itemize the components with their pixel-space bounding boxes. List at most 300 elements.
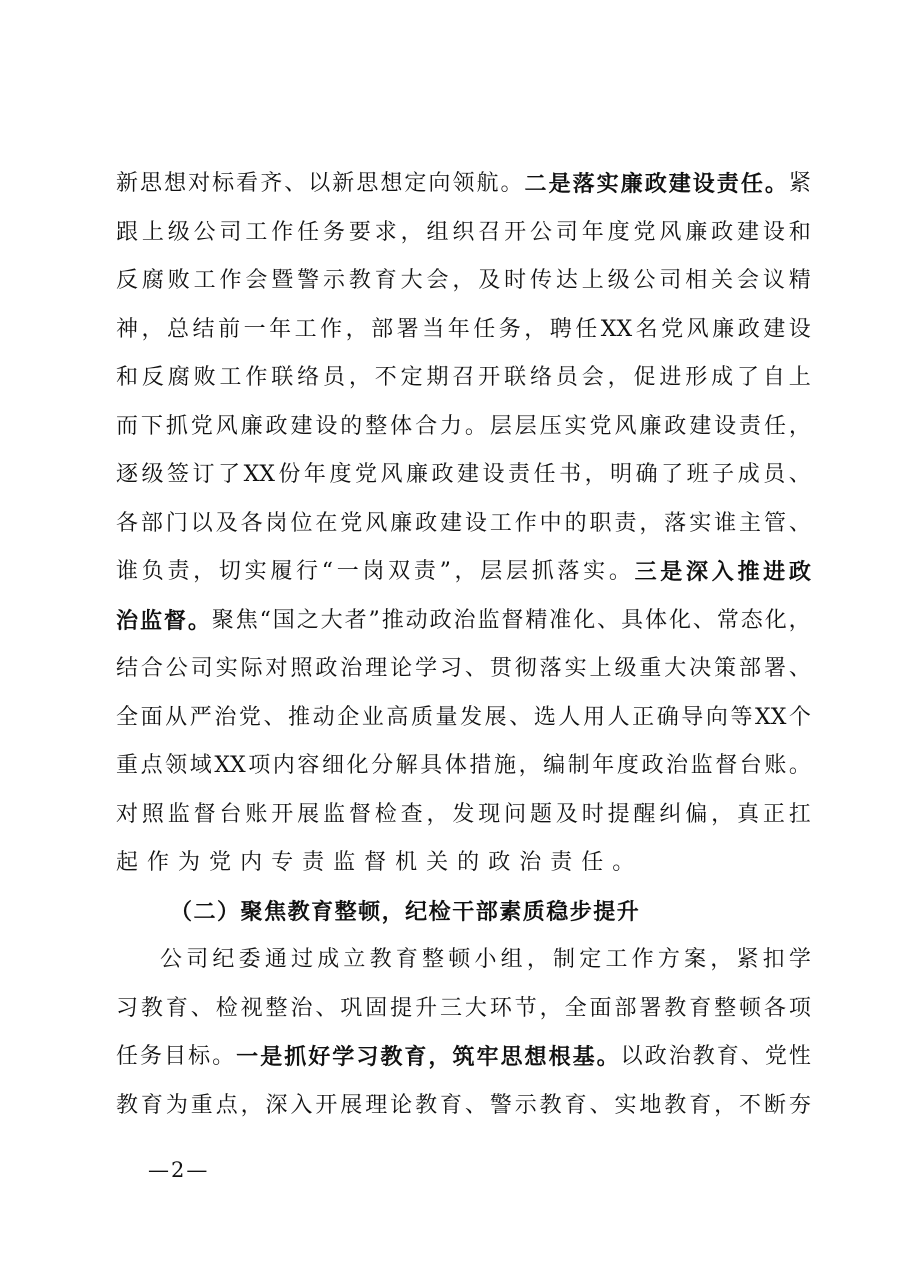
- body-text: 严: [189, 704, 212, 730]
- body-text: 织: [452, 219, 475, 245]
- body-text: 部: [739, 656, 762, 681]
- body-text: 及: [478, 268, 501, 293]
- body-text: 风: [365, 510, 388, 536]
- body-text: 设: [762, 219, 785, 245]
- paragraph-line: [116, 354, 811, 403]
- body-text: 和: [788, 219, 811, 245]
- body-text: 起: [116, 850, 148, 875]
- body-text: 作: [514, 510, 537, 536]
- body-text: 风: [686, 316, 709, 342]
- body-text: 司: [219, 219, 242, 245]
- body-text: 设: [464, 510, 487, 536]
- bold-text: 升: [616, 898, 641, 925]
- bold-text: ，: [381, 898, 406, 925]
- body-text: 问: [504, 801, 527, 827]
- bold-text: 设: [692, 171, 715, 197]
- body-text: 作: [271, 219, 294, 245]
- body-text: 败: [193, 365, 216, 390]
- body-text: 项: [248, 753, 271, 778]
- body-text: 化: [668, 607, 691, 633]
- body-text: 夯: [788, 1092, 811, 1118]
- body-text: 建: [763, 316, 786, 342]
- bold-text: 政: [644, 171, 667, 197]
- bold-text: （: [170, 898, 194, 925]
- body-text: 年: [581, 219, 604, 245]
- body-text: 作: [245, 365, 268, 390]
- body-text: 教: [692, 1044, 715, 1069]
- body-text: 子: [712, 462, 735, 487]
- body-text: 务: [498, 316, 521, 342]
- bold-text: 步: [569, 898, 594, 925]
- body-text: 彻: [514, 656, 537, 681]
- body-text: 谁: [116, 559, 139, 584]
- body-text: 案: [684, 947, 707, 972]
- body-text: 新: [332, 171, 355, 196]
- body-text: 习: [439, 656, 462, 681]
- body-text: 进: [659, 365, 682, 390]
- body-text: 开: [504, 219, 527, 245]
- body-text: 际: [240, 656, 263, 681]
- body-text: 治: [290, 995, 313, 1021]
- body-text: ”: [439, 559, 451, 584]
- bold-text: 育: [311, 898, 335, 925]
- body-text: 上: [788, 365, 811, 390]
- paragraph-line: [116, 160, 811, 209]
- body-text: 部: [371, 316, 394, 342]
- body-text: 节: [514, 995, 537, 1021]
- body-text: 的: [564, 510, 587, 536]
- body-text: 政: [415, 510, 438, 536]
- body-text: 员: [555, 365, 578, 390]
- body-text: 了: [737, 365, 760, 390]
- body-text: 员: [323, 365, 346, 390]
- body-text: 任: [763, 413, 786, 439]
- body-text: 展: [340, 1092, 363, 1118]
- body-text: 党: [209, 850, 241, 875]
- body-text: 求: [374, 219, 397, 245]
- body-text: 大: [320, 607, 343, 633]
- paragraph-line: [116, 791, 811, 840]
- body-text: 全: [564, 995, 587, 1021]
- body-text: 。: [608, 559, 631, 584]
- body-text: 提: [390, 995, 413, 1021]
- bold-text: 深: [686, 559, 709, 585]
- body-text: 、: [263, 704, 286, 730]
- body-text: 论: [390, 656, 413, 681]
- body-text: 育: [689, 1092, 712, 1118]
- body-text: 份: [278, 462, 301, 487]
- body-text: 度: [607, 219, 630, 245]
- body-text: 责: [302, 850, 334, 875]
- body-text: 督: [715, 753, 738, 778]
- body-text: ”: [368, 607, 380, 633]
- body-text: 工: [219, 365, 242, 390]
- bold-text: 入: [711, 559, 734, 585]
- body-text: 上: [589, 656, 612, 681]
- body-text: 导: [681, 704, 704, 730]
- body-text: 监: [323, 801, 346, 827]
- body-text: 、: [315, 995, 338, 1021]
- body-text: 设: [714, 413, 737, 439]
- body-text: 结: [192, 316, 215, 342]
- bold-text: 根: [548, 1044, 571, 1070]
- body-text: ，: [607, 365, 630, 390]
- body-text: 各: [763, 995, 786, 1021]
- body-text: 育: [716, 1044, 739, 1069]
- body-text: 教: [116, 1092, 139, 1118]
- body-text: 环: [489, 995, 512, 1021]
- body-text: 政: [488, 850, 520, 875]
- body-text: 及: [555, 801, 578, 827]
- body-text: 组: [500, 947, 523, 972]
- body-text: 检: [215, 995, 238, 1021]
- body-text: 精: [788, 268, 811, 293]
- body-text: ，: [452, 268, 475, 293]
- body-text: 人: [607, 704, 630, 730]
- bold-text: ，: [428, 1044, 451, 1070]
- body-text: 政: [711, 219, 734, 245]
- body-text: 策: [714, 656, 737, 681]
- body-text: 对: [265, 656, 288, 681]
- body-text: 准: [549, 607, 572, 633]
- body-text: 、: [597, 607, 620, 633]
- body-text: 责: [614, 510, 637, 536]
- body-text: 召: [452, 365, 475, 390]
- body-text: 机: [395, 850, 427, 875]
- body-text: 当: [422, 316, 445, 342]
- body-text: 具: [420, 753, 443, 778]
- body-text: 年: [592, 753, 615, 778]
- body-text: 治: [668, 1044, 691, 1069]
- body-text: 紧: [736, 947, 759, 972]
- body-text: 台: [739, 753, 762, 778]
- paragraph-line: [116, 403, 811, 452]
- paragraph-line: [116, 548, 811, 597]
- body-text: 了: [661, 462, 684, 487]
- body-text: 为: [165, 1092, 188, 1118]
- body-text: 建: [439, 510, 462, 536]
- body-text: 现: [478, 801, 501, 827]
- body-text: 学: [415, 656, 438, 681]
- body-text: 廉: [685, 219, 708, 245]
- body-text: 一: [243, 316, 266, 342]
- body-text: 扛: [788, 801, 811, 827]
- body-text: 目: [164, 1044, 187, 1069]
- bold-text: 好: [308, 1044, 331, 1070]
- body-text: 相: [685, 268, 708, 293]
- body-text: 发: [460, 704, 483, 730]
- section-heading: [116, 888, 811, 937]
- body-text: 、: [464, 1092, 487, 1118]
- body-text: 建: [737, 219, 760, 245]
- bold-text: ）: [217, 898, 241, 925]
- body-text: ，: [400, 219, 423, 245]
- body-text: 确: [635, 462, 658, 487]
- body-text: 政: [641, 753, 664, 778]
- body-text: 育: [165, 995, 188, 1021]
- body-text: 工: [489, 510, 512, 536]
- body-text: 标: [188, 1044, 211, 1069]
- body-text: 达: [555, 268, 578, 293]
- body-text: 者: [344, 607, 367, 633]
- body-text: 风: [614, 413, 637, 439]
- paragraph-line: [116, 306, 811, 355]
- body-text: 点: [140, 753, 163, 778]
- body-text: 动: [405, 607, 428, 633]
- body-text: 教: [369, 947, 392, 972]
- body-text: 部: [614, 995, 637, 1021]
- body-text: ，: [345, 316, 368, 342]
- body-text: 内: [272, 753, 295, 778]
- body-text: 。: [212, 1044, 235, 1069]
- body-text: 党: [661, 316, 684, 342]
- body-text: 体: [645, 607, 668, 633]
- body-text: 论: [390, 1092, 413, 1118]
- body-text: 会: [737, 268, 760, 293]
- body-text: 党: [238, 704, 261, 730]
- body-text: 工: [294, 316, 317, 342]
- body-text: 任: [533, 462, 556, 487]
- body-text: “: [321, 559, 333, 584]
- body-text: 示: [323, 268, 346, 293]
- body-text: 党: [354, 462, 377, 487]
- paragraph-line: [116, 451, 811, 500]
- body-text: 联: [504, 365, 527, 390]
- bold-text: 教: [380, 1044, 403, 1070]
- body-text: 、: [589, 1092, 612, 1118]
- body-text: 和: [116, 365, 139, 390]
- body-text: 工: [193, 268, 216, 293]
- body-text: 腐: [167, 365, 190, 390]
- body-text: 双: [388, 559, 411, 584]
- body-text: 标: [212, 171, 235, 196]
- body-text: 容: [297, 753, 320, 778]
- body-text: 思: [140, 171, 163, 196]
- body-text: XX: [600, 316, 633, 342]
- body-text: 巩: [340, 995, 363, 1021]
- body-text: 力: [439, 413, 462, 439]
- body-text: 治: [519, 850, 551, 875]
- body-text: 公: [165, 656, 188, 681]
- body-text: 高: [386, 704, 409, 730]
- body-text: 细: [321, 753, 344, 778]
- body-text: 务: [323, 219, 346, 245]
- body-text: 实: [244, 559, 267, 584]
- paragraph-line: [116, 694, 811, 743]
- body-text: 作: [219, 268, 242, 293]
- body-text: 政: [737, 316, 760, 342]
- body-text: 实: [689, 510, 712, 536]
- body-text: 自: [762, 365, 785, 390]
- body-text: 不: [374, 365, 397, 390]
- body-text: 败: [167, 268, 190, 293]
- body-text: 政: [644, 1044, 667, 1069]
- body-text: 级: [614, 656, 637, 681]
- body-text: 、: [788, 462, 811, 487]
- body-text: 门: [165, 510, 188, 536]
- body-text: 整: [422, 947, 445, 972]
- bold-text: 政: [788, 559, 811, 585]
- body-text: 工: [605, 947, 628, 972]
- body-text: 监: [690, 753, 713, 778]
- body-text: 落: [664, 510, 687, 536]
- body-text: 向: [705, 704, 728, 730]
- paragraph-line: [116, 257, 811, 306]
- body-text: 立: [343, 947, 366, 972]
- body-text: 神: [116, 316, 139, 342]
- body-text: 教: [415, 1092, 438, 1118]
- bold-text: 。: [764, 171, 787, 197]
- body-text: 化: [346, 753, 369, 778]
- body-text: 期: [426, 365, 449, 390]
- bold-text: 素: [499, 898, 523, 925]
- paragraph-line: [116, 742, 811, 791]
- body-text: 措: [469, 753, 492, 778]
- body-text: ，: [518, 753, 541, 778]
- body-text: 合: [415, 413, 438, 439]
- bold-text: 监: [139, 607, 162, 634]
- bold-text: 三: [634, 559, 657, 585]
- body-text: 政: [431, 462, 454, 487]
- body-text: 度: [329, 462, 352, 487]
- body-text: 治: [666, 753, 689, 778]
- body-text: 重: [639, 656, 662, 681]
- bold-text: 筑: [452, 1044, 475, 1070]
- body-text: 司: [186, 947, 209, 972]
- body-text: 腐: [141, 268, 164, 293]
- body-text: 提: [607, 801, 630, 827]
- body-text: 了: [218, 462, 241, 487]
- body-text: 入: [290, 1092, 313, 1118]
- body-text: 监: [167, 801, 190, 827]
- body-text: 任: [473, 316, 496, 342]
- body-text: 题: [530, 801, 553, 827]
- body-text: 一: [336, 559, 359, 584]
- body-text: 公: [193, 219, 216, 245]
- body-text: 向: [428, 171, 451, 196]
- body-text: 下: [140, 413, 163, 439]
- body-text: 视: [240, 995, 263, 1021]
- body-text: 上: [581, 268, 604, 293]
- body-text: 教: [664, 1092, 687, 1118]
- body-text: 署: [763, 656, 786, 681]
- bold-text: 是: [260, 1044, 283, 1070]
- bold-text: 督: [163, 607, 186, 634]
- body-text: 大: [664, 656, 687, 681]
- body-text: 位: [290, 510, 313, 536]
- body-text: 建: [689, 413, 712, 439]
- body-text: 确: [656, 704, 679, 730]
- body-text: 质: [410, 704, 433, 730]
- body-text: 暨: [271, 268, 294, 293]
- body-text: 展: [484, 704, 507, 730]
- body-text: 责: [739, 413, 762, 439]
- body-text: 开: [478, 365, 501, 390]
- body-text: 内: [240, 850, 272, 875]
- body-text: 任: [581, 850, 613, 875]
- body-text: 务: [140, 1044, 163, 1069]
- bold-text: 顿: [358, 898, 382, 925]
- body-text: 成: [737, 462, 760, 487]
- body-text: 责: [167, 559, 190, 584]
- body-text: 偏: [685, 801, 708, 827]
- body-text: 、: [190, 995, 213, 1021]
- body-text: 检: [374, 801, 397, 827]
- body-text: 风: [215, 413, 238, 439]
- body-text: 以: [620, 1044, 643, 1069]
- body-text: 育: [439, 1092, 462, 1118]
- body-text: 个: [788, 704, 811, 730]
- body-text: 编: [543, 753, 566, 778]
- body-text: ，: [584, 462, 607, 487]
- paragraph-line: [116, 839, 811, 888]
- body-text: ，: [426, 801, 449, 827]
- body-text: 党: [764, 1044, 787, 1069]
- body-text: 用: [582, 704, 605, 730]
- body-text: 管: [763, 510, 786, 536]
- body-text: 各: [116, 510, 139, 536]
- body-text: 名: [635, 316, 658, 342]
- body-text: 方: [657, 947, 680, 972]
- bold-text: 任: [740, 171, 763, 197]
- bold-text: 教: [287, 898, 312, 925]
- body-text: 层: [514, 413, 537, 439]
- body-text: 企: [337, 704, 360, 730]
- body-text: 重: [116, 753, 139, 778]
- body-text: 常: [716, 607, 739, 633]
- body-text: 书: [559, 462, 582, 487]
- body-text: 前: [218, 316, 241, 342]
- body-text: 发: [452, 801, 475, 827]
- body-text: 施: [493, 753, 516, 778]
- body-text: 制: [553, 947, 576, 972]
- bold-text: 二: [193, 898, 218, 925]
- body-text: 教: [348, 268, 371, 293]
- body-text: 召: [478, 219, 501, 245]
- page-number: —2—: [148, 1158, 210, 1182]
- body-text: 教: [664, 995, 687, 1021]
- paragraph-line: [116, 500, 811, 549]
- body-text: 署: [639, 995, 662, 1021]
- body-text: 关: [426, 850, 458, 875]
- bold-text: 推: [737, 559, 760, 585]
- body-text: 动: [312, 704, 335, 730]
- bold-text: 。: [187, 607, 210, 634]
- body-text: 大: [464, 995, 487, 1021]
- body-text: 层: [505, 559, 528, 584]
- body-text: 各: [240, 510, 263, 536]
- body-text: 促: [633, 365, 656, 390]
- paragraph-line: [116, 1082, 811, 1131]
- body-text: 要: [348, 219, 371, 245]
- body-text: 反: [116, 268, 139, 293]
- body-text: 领: [165, 753, 188, 778]
- body-text: 任: [297, 219, 320, 245]
- body-text: 及: [215, 510, 238, 536]
- body-text: 反: [141, 365, 164, 390]
- body-text: 级: [141, 462, 164, 487]
- body-text: 想: [380, 171, 403, 196]
- body-text: 治: [340, 656, 363, 681]
- body-text: XX: [755, 704, 787, 730]
- body-text: 整: [365, 413, 388, 439]
- body-text: 主: [739, 510, 762, 536]
- body-text: 项: [788, 995, 811, 1021]
- bold-text: 实: [596, 171, 619, 197]
- body-text: 警: [297, 268, 320, 293]
- body-text: 不: [739, 1092, 762, 1118]
- body-text: 之: [296, 607, 319, 633]
